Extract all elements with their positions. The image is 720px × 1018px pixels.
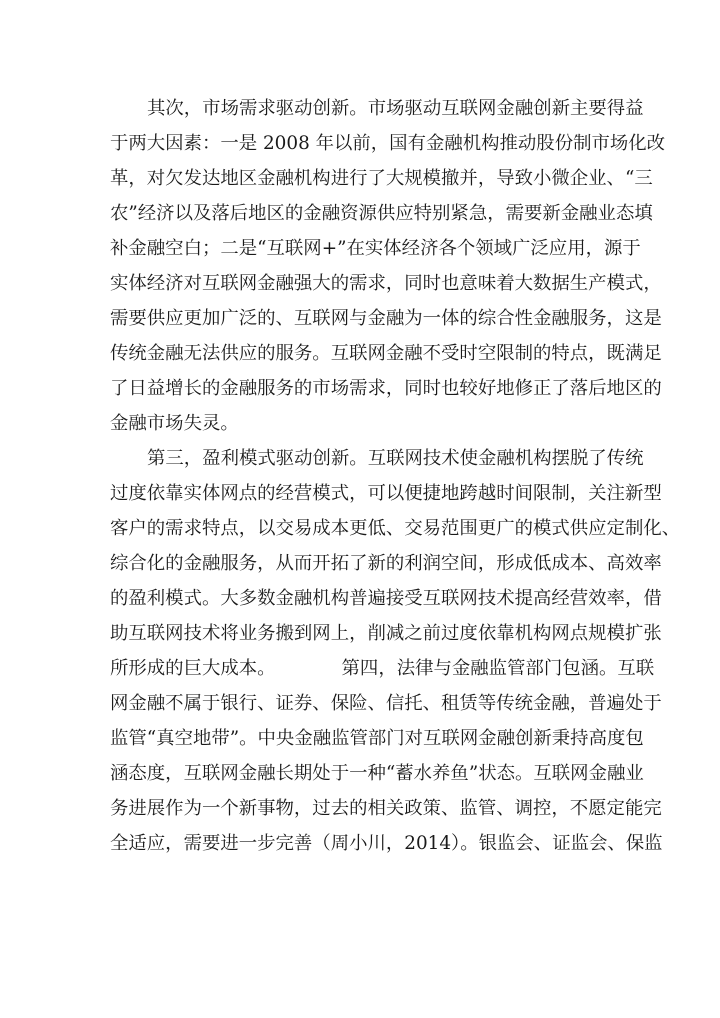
text-line: 全适应，需要进一步完善（周小川，2014）。银监会、证监会、保监 bbox=[110, 833, 663, 854]
text-line: 于两大因素：一是 2008 年以前，国有金融机构推动股份制市场化改 bbox=[110, 133, 666, 154]
text-line: 金融市场失灵。 bbox=[110, 413, 239, 434]
text-line: 需要供应更加广泛的、互联网与金融为一体的综合性金融服务，这是 bbox=[110, 308, 662, 329]
split-line-right: 第四，法律与金融监管部门包涵。互联 bbox=[341, 658, 655, 679]
text-line: 综合化的金融服务，从而开拓了新的利润空间，形成低成本、高效率 bbox=[110, 553, 662, 574]
text-line: 监管“真空地带”。中央金融监管部门对互联网金融创新秉持高度包 bbox=[110, 728, 644, 749]
text-line: 过度依靠实体网点的经营模式，可以便捷地跨越时间限制，关注新型 bbox=[110, 483, 662, 504]
text-line: 农”经济以及落后地区的金融资源供应特别紧急，需要新金融业态填 bbox=[110, 203, 653, 224]
body-text bbox=[110, 91, 681, 861]
paragraph-profit-model bbox=[110, 441, 681, 861]
text-line: 网金融不属于银行、证券、保险、信托、租赁等传统金融，普遍处于 bbox=[110, 693, 662, 714]
text-line: 务进展作为一个新事物，过去的相关政策、监管、调控，不愿定能完 bbox=[110, 798, 662, 819]
text-line: 第三，盈利模式驱动创新。互联网技术使金融机构摆脱了传统 bbox=[147, 448, 644, 469]
text-line: 了日益增长的金融服务的市场需求，同时也较好地修正了落后地区的 bbox=[110, 378, 662, 399]
text-line: 助互联网技术将业务搬到网上，削减之前过度依靠机构网点规模扩张 bbox=[110, 623, 662, 644]
split-line-left: 所形成的巨大成本。 bbox=[110, 658, 276, 679]
text-line: 其次，市场需求驱动创新。市场驱动互联网金融创新主要得益 bbox=[147, 98, 644, 119]
text-line: 传统金融无法供应的服务。互联网金融不受时空限制的特点，既满足 bbox=[110, 343, 662, 364]
text-line: 实体经济对互联网金融强大的需求，同时也意味着大数据生产模式， bbox=[110, 273, 662, 294]
paragraph-market-demand bbox=[110, 91, 666, 441]
text-line: 客户的需求特点，以交易成本更低、交易范围更广的模式供应定制化、 bbox=[110, 518, 681, 539]
text-line: 补金融空白；二是“互联网+”在实体经济各个领域广泛应用，源于 bbox=[110, 238, 641, 259]
text-line: 的盈利模式。大多数金融机构普遍接受互联网技术提高经营效率，借 bbox=[110, 588, 662, 609]
text-line-split bbox=[110, 651, 655, 686]
text-line: 涵态度，互联网金融长期处于一种“蓄水养鱼”状态。互联网金融业 bbox=[110, 763, 644, 784]
text-line: 革，对欠发达地区金融机构进行了大规模撤并，导致小微企业、“三 bbox=[110, 168, 653, 189]
